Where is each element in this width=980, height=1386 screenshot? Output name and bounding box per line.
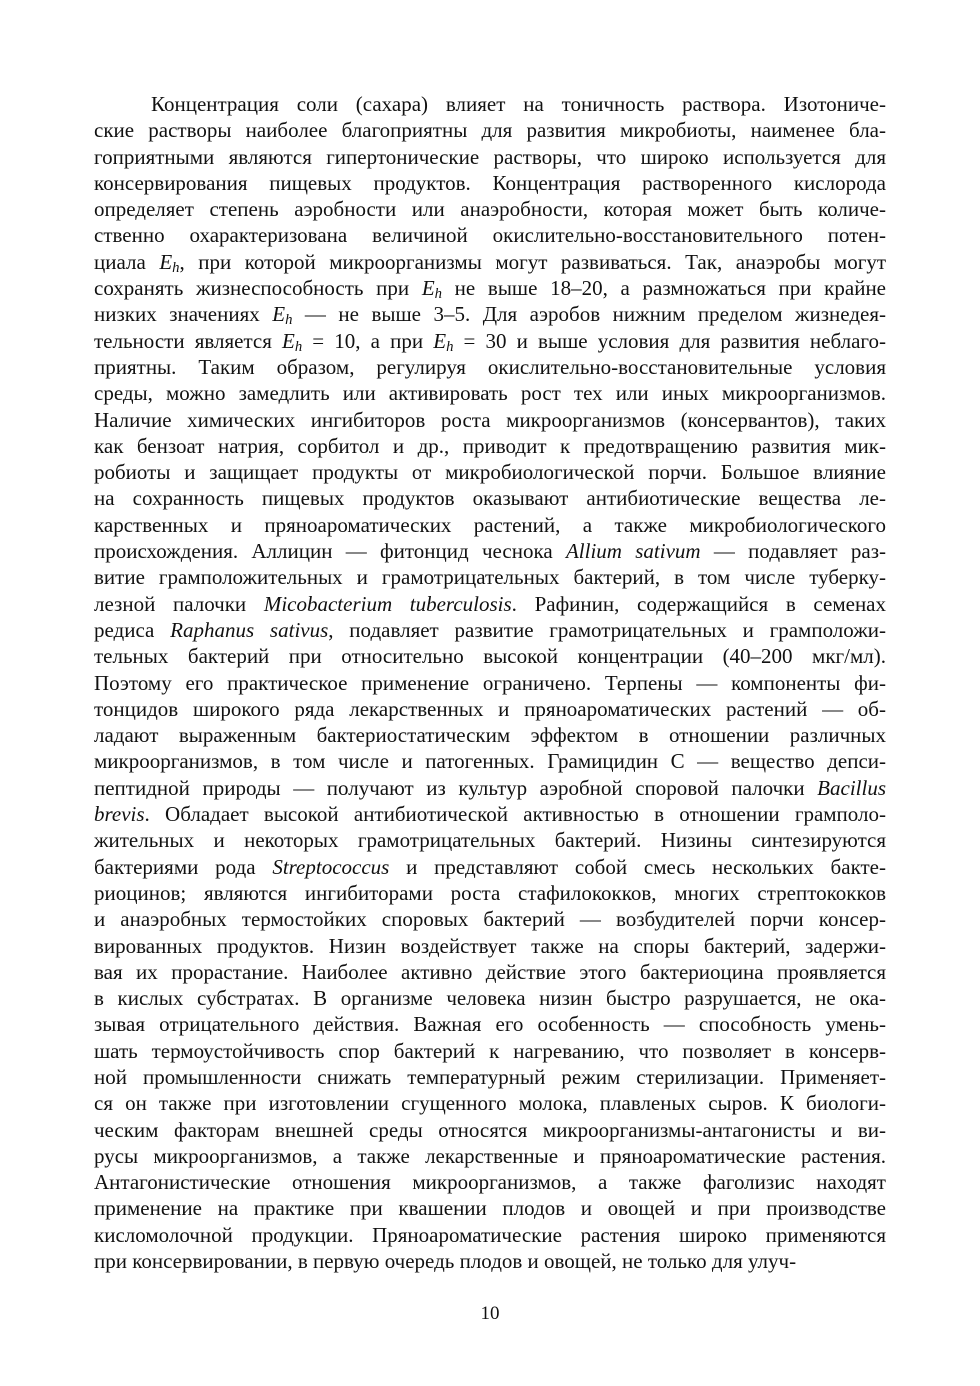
text-run: ские растворы наиболее благоприятны для развития микробиоты, наименее бла- [94, 118, 886, 143]
text-run: сохранять жизнеспособность при [94, 276, 422, 301]
text-line [94, 222, 886, 248]
text-run: среды, можно замедлить или активировать рост тех или иных микроорганизмов. [94, 381, 886, 406]
text-run: Поэтому его практическое применение ограничено. Терпены — компоненты фи- [94, 670, 886, 695]
text-run: низких значениях [94, 302, 273, 327]
text-line [94, 827, 886, 853]
text-run: редиса [94, 617, 171, 642]
text-run: происхождения. Аллицин — фитонцид чеснока [94, 539, 566, 564]
text-run: консервирования пищевых продуктов. Концентрация растворенного кислорода [94, 170, 886, 195]
text-line [94, 117, 886, 143]
text-line [94, 1090, 886, 1116]
italic-text: Allium sativum [565, 539, 701, 564]
text-run: как бензоат натрия, сорбитол и др., приводит к предотвращению развития мик- [94, 433, 886, 458]
text-run: . Рафинин, содержащийся в семенах [511, 591, 886, 616]
text-line [94, 328, 886, 354]
text-run: тонцидов широкого ряда лекарственных и пряноароматических растений — об- [94, 696, 886, 721]
text-run: гоприятными являются гипертонические растворы, что широко используется для [94, 144, 886, 169]
text-run: и анаэробных термостойких споровых бактерий — возбудителей порчи консер- [94, 907, 886, 932]
text-run: циала [94, 249, 160, 274]
text-run: карственных и пряноароматических растений, а также микробиологического [94, 512, 886, 537]
text-run: риоцинов; являются ингибиторами роста стафилококков, многих стрептококков [94, 880, 886, 905]
text-line [94, 696, 886, 722]
text-run: при консервировании, в первую очередь плодов и овощей, не только для улуч- [94, 1249, 797, 1274]
italic-text: Raphanus sativus [170, 617, 329, 642]
text-line [94, 1117, 886, 1143]
text-line [94, 906, 886, 932]
italic-text: h [446, 338, 454, 355]
text-run: определяет степень аэробности или анаэробности, которая может быть количе- [94, 197, 886, 222]
text-line [94, 985, 886, 1011]
text-line [94, 91, 886, 117]
text-run: = 30 и выше условия для развития неблаго- [453, 328, 886, 353]
text-line [94, 380, 886, 406]
text-line [94, 643, 886, 669]
text-line [94, 591, 886, 617]
text-line [94, 1143, 886, 1169]
italic-text: E [421, 276, 435, 301]
italic-text: h [434, 286, 442, 303]
body-text [94, 91, 886, 1274]
text-line [94, 249, 886, 275]
text-line [94, 670, 886, 696]
text-line [94, 1169, 886, 1195]
text-run: на сохранность пищевых продуктов оказывают антибиотические вещества ле- [94, 486, 886, 511]
text-line [94, 564, 886, 590]
text-line [94, 459, 886, 485]
text-run: русы микроорганизмов, а также лекарственные и пряноароматические растения. [94, 1143, 886, 1168]
italic-text: Streptococcus [272, 854, 390, 879]
text-run: ческим факторам внешней среды относятся микроорганизмы-антагонисты и ви- [94, 1117, 886, 1142]
text-line [94, 407, 886, 433]
text-run: тельных бактерий при относительно высокой концентрации (40–200 мкг/мл). [94, 644, 886, 669]
text-run: приятны. Таким образом, регулируя окислительно-восстановительные условия [94, 354, 886, 379]
text-line [94, 538, 886, 564]
text-run: . Обладает высокой антибиотической активностью в отношении грамполо- [144, 802, 886, 827]
text-run: в кислых субстратах. В организме человека низин быстро разрушается, не ока- [94, 986, 886, 1011]
italic-text: Micobacterium tuberculosis [263, 591, 512, 616]
text-line [94, 1038, 886, 1064]
text-line [94, 1248, 886, 1274]
text-line [94, 1064, 886, 1090]
page-number: 10 [480, 1303, 500, 1324]
text-line [94, 433, 886, 459]
text-line [94, 301, 886, 327]
text-run: ной промышленности снижать температурный режим стерилизации. Применяет- [94, 1064, 886, 1089]
text-run: кисломолочной продукции. Пряноароматические растения широко применяются [94, 1222, 886, 1247]
italic-text: h [294, 338, 303, 355]
text-run: жительных и некоторых грамотрицательных бактерий. Низины синтезируются [94, 828, 886, 853]
text-run: пептидной природы — получают из культур аэробной споровой палочки [94, 775, 818, 800]
text-run: витие грамположительных и грамотрицательных бактерий, в том числе туберку- [94, 565, 886, 590]
text-line [94, 617, 886, 643]
text-run: бактериями рода [94, 854, 273, 879]
text-run: ственно охарактеризована величиной окислительно-восстановительного потен- [94, 223, 886, 248]
text-run: микроорганизмов, в том числе и патогенных. Грамицидин С — вещество депси- [94, 749, 886, 774]
text-run: — не выше 3–5. Для аэробов нижним пределом жизнедея- [292, 302, 886, 327]
text-line [94, 196, 886, 222]
text-run: не выше 18–20, а размножаться при крайне [442, 276, 887, 301]
text-line [94, 775, 886, 801]
text-run: и представляют собой смесь нескольких бакте- [389, 854, 886, 879]
text-line [94, 801, 886, 827]
text-run: = 10, а при [302, 328, 434, 353]
text-line [94, 854, 886, 880]
text-line [94, 354, 886, 380]
text-line [94, 170, 886, 196]
italic-text: E [159, 249, 173, 274]
text-run: лезной палочки [94, 591, 264, 616]
text-line [94, 512, 886, 538]
text-line [94, 1195, 886, 1221]
text-run: ся он также при изготовлении сгущенного молока, плавленых сыров. К биологи- [94, 1091, 886, 1116]
text-line [94, 144, 886, 170]
text-run: робиоты и защищает продукты от микробиологической порчи. Большое влияние [94, 460, 886, 485]
text-run: , подавляет развитие грамотрицательных и грамположи- [328, 617, 887, 642]
italic-text: E [272, 302, 286, 327]
text-run: Наличие химических ингибиторов роста микроорганизмов (консервантов), таких [94, 407, 886, 432]
text-line [94, 748, 886, 774]
text-line [94, 1011, 886, 1037]
text-run: вированных продуктов. Низин воздействует также на споры бактерий, задержи- [94, 933, 886, 958]
text-line [94, 933, 886, 959]
italic-text: h [172, 260, 180, 276]
text-run: Концентрация соли (сахара) влияет на тоничность раствора. Изотониче- [151, 92, 886, 116]
text-run: вая их прорастание. Наиболее активно действие этого бактериоцина проявляется [94, 959, 886, 984]
text-run: — подавляет раз- [700, 539, 886, 564]
text-run: тельности является [94, 328, 282, 353]
text-run: , при которой микроорганизмы могут развиваться. Так, анаэробы могут [179, 249, 886, 274]
text-line [94, 275, 886, 301]
text-run: зывая отрицательного действия. Важная его особенность — способность умень- [94, 1012, 886, 1037]
italic-text: Bacillus [817, 775, 886, 800]
text-run: ладают выраженным бактериостатическим эффектом в отношении различных [94, 723, 886, 748]
italic-text: E [433, 328, 447, 353]
text-run: Антагонистические отношения микроорганизмов, а также фаголизис находят [94, 1170, 886, 1195]
italic-text: E [282, 328, 295, 353]
text-run: шать термоустойчивость спор бактерий к нагреванию, что позволяет в консерв- [94, 1038, 886, 1063]
text-line [94, 880, 886, 906]
text-run: применение на практике при квашении плодов и овощей и при производстве [94, 1196, 886, 1221]
italic-text: brevis [94, 802, 145, 827]
text-line [94, 722, 886, 748]
text-line [94, 1222, 886, 1248]
text-line [94, 485, 886, 511]
italic-text: h [285, 312, 293, 329]
text-line [94, 959, 886, 985]
